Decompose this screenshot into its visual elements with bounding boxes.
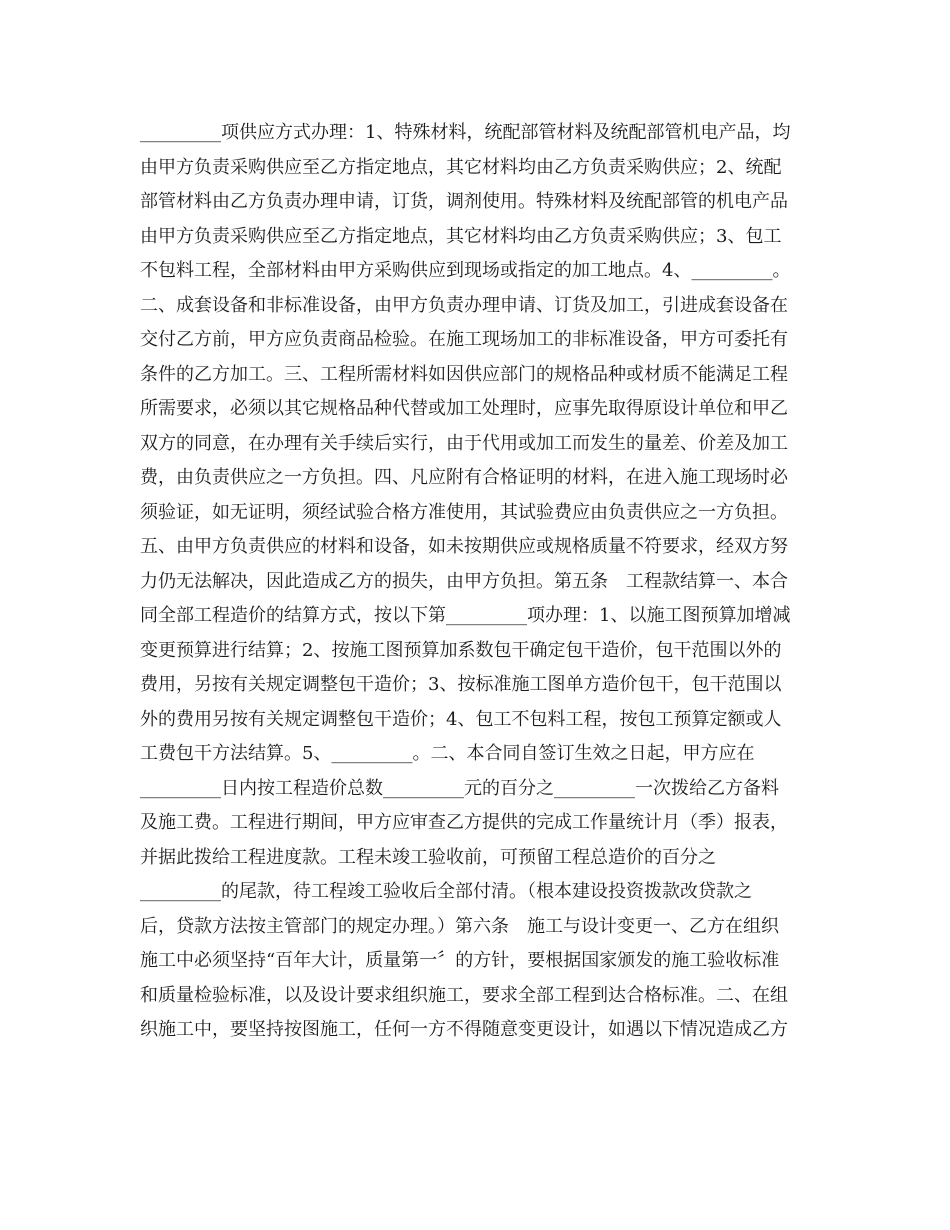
text-line: 由甲方负责采购供应至乙方指定地点，其它材料均由乙方负责采购供应；3、包工 xyxy=(140,225,782,247)
text-line: 不包料工程，全部材料由甲方采购供应到现场或指定的加工地点。4、_________。 xyxy=(140,260,791,281)
text-line: 交付乙方前，甲方应负责商品检验。在施工现场加工的非标准设备，甲方可委托有 xyxy=(140,329,788,350)
text-line: 力仍无法解决，因此造成乙方的损失，由甲方负担。第五条 工程款结算一、本合 xyxy=(140,570,788,592)
text-line: 双方的同意，在办理有关手续后实行，由于代用或加工而发生的量差、价差及加工 xyxy=(140,432,788,454)
text-line: 同全部工程造价的结算方式，按以下第_________项办理：1、以施工图预算加增减 xyxy=(140,605,791,626)
text-line: _________日内按工程造价总数_________元的百分之_________一次拨给乙方备料 xyxy=(140,777,779,799)
text-line: _________的尾款，待工程竣工验收后全部付清。（根本建设投资拨款改贷款之 xyxy=(140,881,752,902)
text-line: 费，由负责供应之一方负担。四、凡应附有合格证明的材料，在进入施工现场时必 xyxy=(140,467,788,488)
text-line: 工费包干方法结算。5、_________。二、本合同自签订生效之日起，甲方应在 xyxy=(140,743,755,764)
text-line: 须验证，如无证明，须经试验合格方准使用，其试验费应由负责供应之一方负担。 xyxy=(140,501,788,523)
text-line: 费用，另按有关规定调整包干造价；3、按标准施工图单方造价包干，包干范围以 xyxy=(140,674,782,695)
contract-body-text xyxy=(140,116,840,1048)
text-line: 所需要求，必须以其它规格品种代替或加工处理时，应事先取得原设计单位和甲乙 xyxy=(140,398,788,419)
text-line: 条件的乙方加工。三、工程所需材料如因供应部门的规格品种或材质不能满足工程 xyxy=(140,363,788,385)
text-line: 部管材料由乙方负责办理申请，订货，调剂使用。特殊材料及统配部管的机电产品 xyxy=(140,191,788,212)
text-line: 二、成套设备和非标准设备，由甲方负责办理申请、订货及加工，引进成套设备在 xyxy=(140,294,788,316)
text-line: 织施工中，要坚持按图施工，任何一方不得随意变更设计，如遇以下情况造成乙方 xyxy=(140,1019,788,1040)
text-line: 施工中必须坚持“百年大计，质量第一〞的方针，要根据国家颁发的施工验收标准 xyxy=(140,950,780,971)
text-line: _________项供应方式办理：1、特殊材料，统配部管材料及统配部管机电产品，均 xyxy=(140,122,791,143)
text-line: 变更预算进行结算；2、按施工图预算加系数包干确定包干造价，包干范围以外的 xyxy=(140,639,782,661)
text-line: 及施工费。工程进行期间，甲方应审查乙方提供的完成工作量统计月（季）报表， xyxy=(140,812,788,833)
text-line: 由甲方负责采购供应至乙方指定地点，其它材料均由乙方负责采购供应；2、统配 xyxy=(140,156,782,178)
text-line: 和质量检验标准，以及设计要求组织施工，要求全部工程到达合格标准。二、在组 xyxy=(140,984,788,1006)
text-line: 并据此拨给工程进度款。工程未竣工验收前，可预留工程总造价的百分之 xyxy=(140,846,716,868)
text-line: 外的费用另按有关规定调整包干造价；4、包工不包料工程，按包工预算定额或人 xyxy=(140,708,782,730)
text-line: 五、由甲方负责供应的材料和设备，如未按期供应或规格质量不符要求，经双方努 xyxy=(140,536,788,557)
text-line: 后，贷款方法按主管部门的规定办理。）第六条 施工与设计变更一、乙方在组织 xyxy=(140,915,779,937)
